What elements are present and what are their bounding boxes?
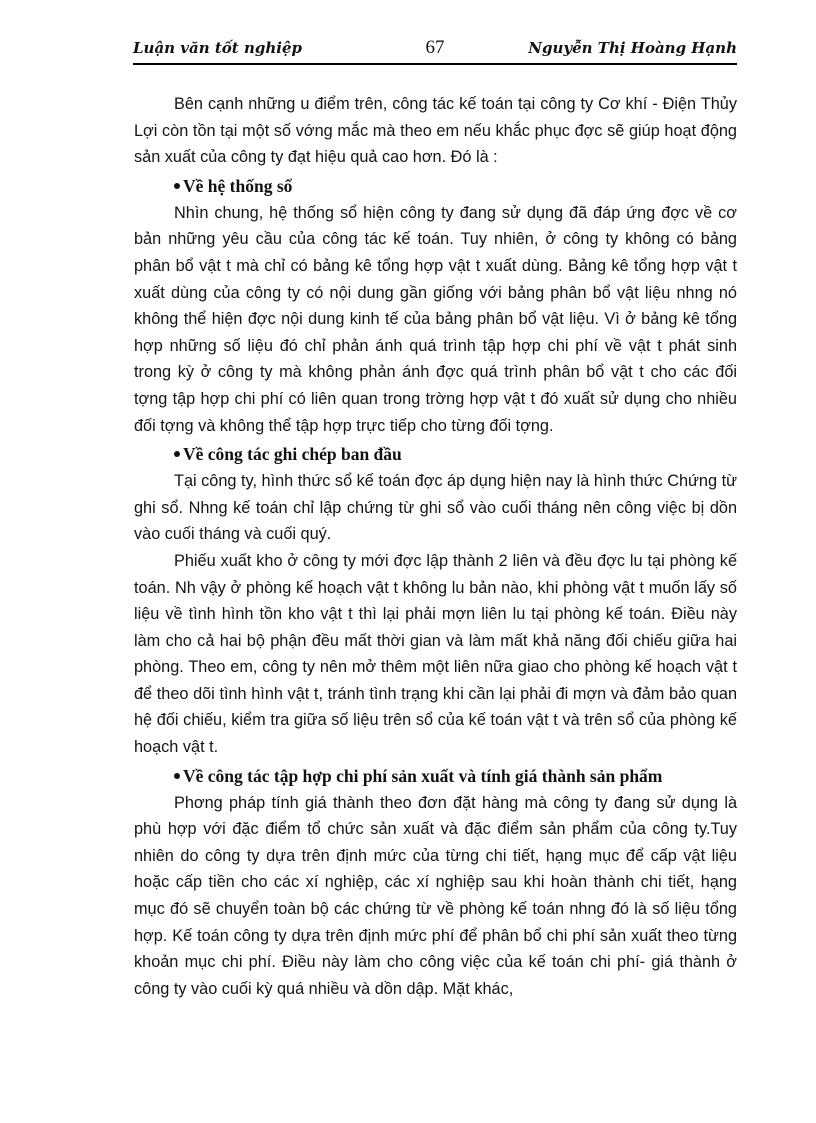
intro-paragraph: Bên cạnh những u điểm trên, công tác kế toán tại công ty Cơ khí - Điện Thủy Lợi còn tồn tại một số vớng mắc mà theo em nếu khắc phục đợc sẽ giúp hoạt động sản xuất của công ty đạt hiệu quả cao hơn. Đó là : bbox=[134, 95, 737, 167]
body-paragraph: Nhìn chung, hệ thống sổ hiện công ty đang sử dụng đã đáp ứng đợc về cơ bản những yêu cầu của công tác kế toán. Tuy nhiên, ở công ty không có bảng phân bổ vật t mà chỉ có bảng kê tổng hợp vật t xuất dùng. Bảng kê tổng hợp vật t xuất dùng của công ty có nội dung gần giống với bảng phân bổ vật liệu nhng nó không thể hiện đợc nội dung kinh tế của bảng phân bổ vật liệu. Vì ở bảng kê tổng hợp những số liệu đó chỉ phản ánh quá trình tập hợp chi phí về vật t phát sinh trong kỳ ở công ty mà không phản ánh đợc quá trình phân bổ vật t cho các đối tợng tập hợp chi phí có liên quan trong trờng hợp vật t đó xuất sử dụng cho nhiều đối tợng và không thể tập hợp trực tiếp cho từng đối tợng. bbox=[134, 203, 737, 435]
section-heading-initial-recording bbox=[134, 441, 737, 468]
body-paragraph: Phơng pháp tính giá thành theo đơn đặt hàng mà công ty đang sử dụng là phù hợp với đặc điểm tổ chức sản xuất và đặc điểm sản phẩm của công ty.Tuy nhiên do công ty dựa trên định mức của từng chi tiết, hạng mục để cấp vật liệu hoặc cấp tiền cho các xí nghiệp, các xí nghiệp sau khi hoàn thành chi tiết, hạng mục đó sẽ chuyển toàn bộ các chứng từ về phòng kế toán nhng đó là số liệu tổng hợp. Kế toán công ty dựa trên định mức phí để phân bổ chi phí sản xuất theo từng khoản mục chi phí. Điều này làm cho công việc của kế toán chi phí- giá thành ở công ty vào cuối kỳ quá nhiều và dồn dập. Mặt khác, bbox=[134, 793, 737, 998]
header-author-name: Nguyễn Thị Hoàng Hạnh bbox=[528, 39, 737, 57]
bullet-icon bbox=[174, 451, 180, 457]
section-heading-ledger-system bbox=[134, 173, 737, 200]
body-paragraph: Tại công ty, hình thức sổ kế toán đợc áp dụng hiện nay là hình thức Chứng từ ghi sổ. Nhng kế toán chỉ lập chứng từ ghi sổ vào cuối tháng nên công việc bị dồn vào cuối tháng và cuối quý. bbox=[134, 472, 737, 544]
section-heading-text: Về hệ thống sổ bbox=[183, 175, 293, 196]
page-header bbox=[133, 37, 737, 65]
page-number: 67 bbox=[425, 37, 445, 58]
body-paragraph: Phiếu xuất kho ở công ty mới đợc lập thành 2 liên và đều đợc lu tại phòng kế toán. Nh vậy ở phòng kế hoạch vật t không lu bản nào, khi phòng vật t muốn lấy số liệu về tình hình tồn kho vật t thì lại phải mợn liên lu tại phòng kế toán. Điều này làm cho cả hai bộ phận đều mất thời gian và làm mất khả năng đối chiếu giữa hai phòng. Theo em, công ty nên mở thêm một liên nữa giao cho phòng kế hoạch vật t để theo dõi tình hình vật t, tránh tình trạng khi cần lại phải đi mợn và đảm bảo quan hệ đối chiếu, kiểm tra giữa số liệu trên sổ của kế toán vật t và trên sổ của phòng kế hoạch vật t. bbox=[134, 551, 737, 757]
header-thesis-title: Luận văn tốt nghiệp bbox=[133, 39, 302, 57]
section-heading-text: Về công tác tập hợp chi phí sản xuất và tính giá thành sản phẩm bbox=[183, 765, 663, 786]
section-heading-cost-accounting bbox=[134, 763, 737, 790]
bullet-icon bbox=[174, 773, 180, 779]
document-body bbox=[134, 91, 737, 1002]
section-heading-text: Về công tác ghi chép ban đầu bbox=[183, 444, 402, 465]
bullet-icon bbox=[174, 183, 180, 189]
